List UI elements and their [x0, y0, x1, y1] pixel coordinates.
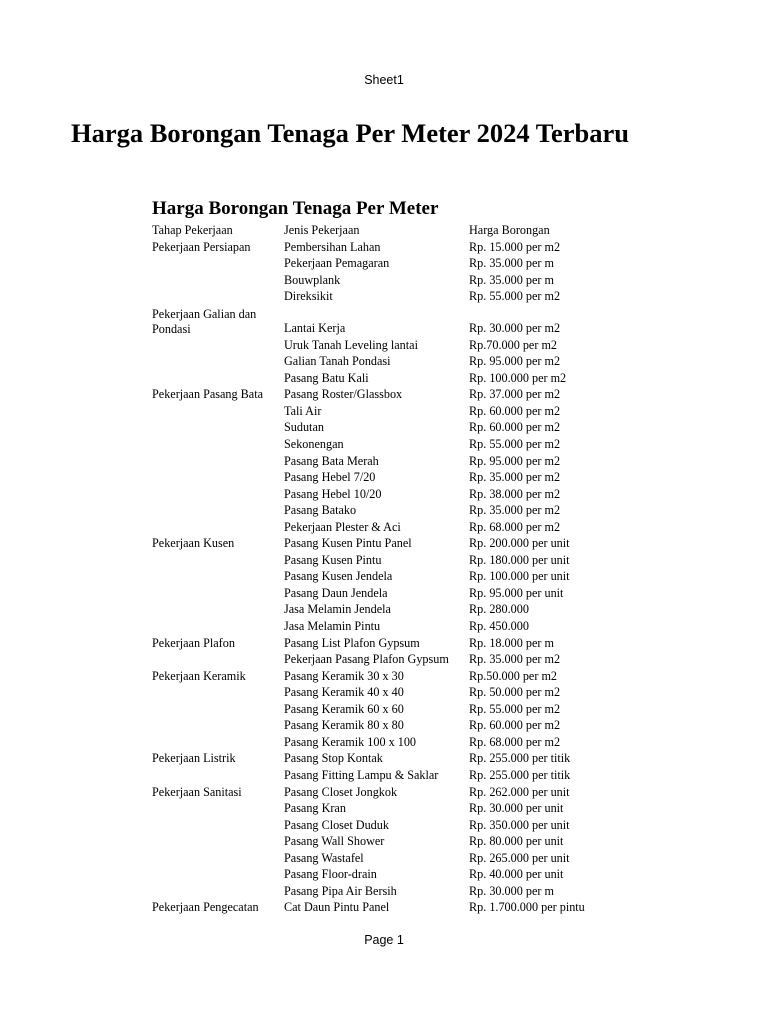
- cell-stage: [152, 353, 284, 370]
- table-row: [152, 305, 609, 337]
- cell-stage: [152, 519, 284, 536]
- table-row: [152, 255, 609, 272]
- cell-price: Rp. 200.000 per unit: [469, 536, 570, 551]
- column-header-job: Jenis Pekerjaan: [284, 223, 360, 237]
- table-row: [152, 883, 609, 900]
- cell-price: Rp. 35.000 per m2: [469, 470, 561, 485]
- table-row: [152, 337, 609, 354]
- cell-stage: [152, 734, 284, 751]
- table-row: [152, 817, 609, 834]
- cell-stage: [152, 833, 284, 850]
- cell-stage: [152, 255, 284, 272]
- table-body: [152, 239, 609, 916]
- cell-job: Pasang Wastafel: [284, 850, 364, 865]
- cell-stage: [152, 568, 284, 585]
- cell-stage: Pekerjaan Kusen: [152, 536, 235, 551]
- table-row: [152, 899, 609, 916]
- cell-job: Pekerjaan Plester & Aci: [284, 519, 401, 534]
- cell-stage: [152, 552, 284, 569]
- cell-job: Uruk Tanah Leveling lantai: [284, 337, 418, 352]
- table-row: [152, 568, 609, 585]
- cell-price: Rp. 262.000 per unit: [469, 784, 570, 799]
- cell-price: Rp. 255.000 per titik: [469, 767, 571, 782]
- table-row: [152, 701, 609, 718]
- cell-job: Bouwplank: [284, 272, 341, 287]
- cell-job: Pasang Keramik 30 x 30: [284, 668, 404, 683]
- table-row: [152, 288, 609, 305]
- cell-stage: [152, 701, 284, 718]
- cell-price: Rp. 1.700.000 per pintu: [469, 900, 585, 915]
- table-row: [152, 486, 609, 503]
- cell-price: Rp. 35.000 per m: [469, 272, 554, 287]
- cell-price: Rp. 30.000 per m: [469, 883, 554, 898]
- cell-job: Pembersihan Lahan: [284, 239, 381, 254]
- cell-job: Jasa Melamin Jendela: [284, 602, 391, 617]
- cell-stage: Pekerjaan Pengecatan: [152, 900, 259, 915]
- table-row: [152, 502, 609, 519]
- cell-job: Pasang Kran: [284, 801, 346, 816]
- table-row: [152, 419, 609, 436]
- table-row: [152, 535, 609, 552]
- cell-job: Pekerjaan Pemagaran: [284, 256, 390, 271]
- table-row: [152, 370, 609, 387]
- cell-price: Rp. 280.000: [469, 602, 529, 617]
- cell-price: Rp. 30.000 per unit: [469, 801, 564, 816]
- cell-stage: [152, 486, 284, 503]
- cell-job: Pasang Keramik 100 x 100: [284, 734, 417, 749]
- table-row: [152, 469, 609, 486]
- cell-stage: [152, 883, 284, 900]
- cell-job: Cat Daun Pintu Panel: [284, 900, 390, 915]
- cell-stage: [152, 717, 284, 734]
- cell-stage: [152, 453, 284, 470]
- cell-stage: Pekerjaan Sanitasi: [152, 784, 242, 799]
- cell-stage: [152, 817, 284, 834]
- table-row: [152, 668, 609, 685]
- table-row: [152, 833, 609, 850]
- cell-stage: [152, 419, 284, 436]
- cell-job: Pasang Keramik 40 x 40: [284, 685, 404, 700]
- cell-price: Rp. 68.000 per m2: [469, 519, 561, 534]
- table-row: [152, 386, 609, 403]
- cell-price: Rp. 95.000 per m2: [469, 354, 561, 369]
- cell-stage: [152, 767, 284, 784]
- cell-job: Sudutan: [284, 420, 324, 435]
- cell-stage-text: Pekerjaan Galian dan Pondasi: [152, 306, 257, 336]
- cell-price: Rp. 95.000 per unit: [469, 585, 564, 600]
- cell-job: Pasang Hebel 10/20: [284, 486, 382, 501]
- table-row: [152, 453, 609, 470]
- cell-stage: [152, 684, 284, 701]
- cell-stage: [152, 618, 284, 635]
- cell-job: Galian Tanah Pondasi: [284, 354, 391, 369]
- column-header-stage: Tahap Pekerjaan: [152, 223, 233, 237]
- cell-job: Pasang Daun Jendela: [284, 585, 388, 600]
- cell-price: Rp.70.000 per m2: [469, 337, 558, 352]
- table-row: [152, 272, 609, 289]
- table-row: [152, 585, 609, 602]
- cell-price: Rp. 255.000 per titik: [469, 751, 571, 766]
- cell-stage: [152, 370, 284, 387]
- cell-stage: [152, 288, 284, 305]
- cell-job: Pasang Fitting Lampu & Saklar: [284, 767, 439, 782]
- table-row: [152, 436, 609, 453]
- page-footer: Page 1: [364, 933, 404, 947]
- table-row: [152, 403, 609, 420]
- cell-stage: [152, 272, 284, 289]
- cell-price: Rp. 50.000 per m2: [469, 685, 561, 700]
- cell-price: Rp. 60.000 per m2: [469, 403, 561, 418]
- cell-job: Pasang Batu Kali: [284, 370, 369, 385]
- cell-stage: [152, 850, 284, 867]
- cell-job: Pasang Stop Kontak: [284, 751, 383, 766]
- table-row: [152, 784, 609, 801]
- cell-stage: [152, 866, 284, 883]
- cell-job: Lantai Kerja: [284, 321, 346, 336]
- cell-job: Pasang Closet Jongkok: [284, 784, 398, 799]
- cell-price: Rp. 350.000 per unit: [469, 817, 570, 832]
- cell-price: Rp. 35.000 per m: [469, 256, 554, 271]
- table-row: [152, 850, 609, 867]
- table-row: [152, 866, 609, 883]
- cell-job: Pasang Batako: [284, 503, 357, 518]
- cell-price: Rp. 60.000 per m2: [469, 420, 561, 435]
- table-row: [152, 601, 609, 618]
- cell-job: Tali Air: [284, 403, 322, 418]
- cell-job: Pasang Roster/Glassbox: [284, 387, 403, 402]
- cell-stage: [152, 305, 284, 337]
- cell-stage: [152, 800, 284, 817]
- cell-price: Rp.50.000 per m2: [469, 668, 558, 683]
- cell-price: Rp. 35.000 per m2: [469, 652, 561, 667]
- cell-stage: [152, 436, 284, 453]
- cell-job: Pasang Bata Merah: [284, 453, 379, 468]
- cell-price: Rp. 35.000 per m2: [469, 503, 561, 518]
- table-row: [152, 734, 609, 751]
- table-row: [152, 519, 609, 536]
- cell-job: Pasang Kusen Jendela: [284, 569, 393, 584]
- cell-price: Rp. 40.000 per unit: [469, 867, 564, 882]
- cell-price: Rp. 80.000 per unit: [469, 834, 564, 849]
- cell-stage: [152, 337, 284, 354]
- cell-job: Pasang Hebel 7/20: [284, 470, 376, 485]
- cell-stage: [152, 601, 284, 618]
- cell-price: Rp. 37.000 per m2: [469, 387, 561, 402]
- table-row: [152, 767, 609, 784]
- table-header-row: [152, 222, 609, 239]
- cell-job: Sekonengan: [284, 437, 344, 452]
- cell-price: Rp. 180.000 per unit: [469, 552, 570, 567]
- cell-stage: Pekerjaan Persiapan: [152, 239, 251, 254]
- cell-job: Direksikit: [284, 289, 333, 304]
- cell-price: Rp. 450.000: [469, 619, 529, 634]
- cell-price: Rp. 95.000 per m2: [469, 453, 561, 468]
- cell-stage: [152, 469, 284, 486]
- table-row: [152, 552, 609, 569]
- cell-price: Rp. 30.000 per m2: [469, 321, 561, 336]
- cell-price: Rp. 38.000 per m2: [469, 486, 561, 501]
- table-row: [152, 800, 609, 817]
- table-row: [152, 651, 609, 668]
- table-row: [152, 750, 609, 767]
- cell-stage: Pekerjaan Keramik: [152, 668, 246, 683]
- cell-stage: Pekerjaan Plafon: [152, 635, 235, 650]
- sheet-header: Sheet1: [364, 73, 404, 87]
- cell-price: Rp. 100.000 per m2: [469, 370, 567, 385]
- cell-job: Pasang Pipa Air Bersih: [284, 883, 397, 898]
- section-title: Harga Borongan Tenaga Per Meter: [152, 198, 439, 219]
- cell-price: Rp. 55.000 per m2: [469, 289, 561, 304]
- cell-job: Pasang Keramik 80 x 80: [284, 718, 404, 733]
- cell-job: Jasa Melamin Pintu: [284, 619, 381, 634]
- cell-stage: [152, 403, 284, 420]
- column-header-price: Harga Borongan: [469, 223, 550, 237]
- cell-job: Pasang Kusen Pintu: [284, 552, 382, 567]
- cell-price: Rp. 55.000 per m2: [469, 701, 561, 716]
- table-row: [152, 239, 609, 256]
- cell-job: Pasang Kusen Pintu Panel: [284, 536, 412, 551]
- cell-stage: [152, 651, 284, 668]
- cell-price: Rp. 55.000 per m2: [469, 437, 561, 452]
- cell-price: Rp. 68.000 per m2: [469, 734, 561, 749]
- price-table: [152, 222, 609, 916]
- cell-job: Pasang Floor-drain: [284, 867, 377, 882]
- cell-job: Pasang Closet Duduk: [284, 817, 389, 832]
- cell-price: Rp. 265.000 per unit: [469, 850, 570, 865]
- cell-stage: [152, 585, 284, 602]
- document-title: Harga Borongan Tenaga Per Meter 2024 Terbaru: [71, 118, 629, 148]
- cell-price: Rp. 15.000 per m2: [469, 239, 561, 254]
- table-row: [152, 635, 609, 652]
- table-row: [152, 353, 609, 370]
- cell-stage: [152, 502, 284, 519]
- cell-stage: Pekerjaan Pasang Bata: [152, 387, 264, 402]
- table-row: [152, 618, 609, 635]
- table-row: [152, 717, 609, 734]
- cell-job: Pekerjaan Pasang Plafon Gypsum: [284, 652, 449, 667]
- cell-job: Pasang Keramik 60 x 60: [284, 701, 404, 716]
- cell-job: Pasang List Plafon Gypsum: [284, 635, 420, 650]
- cell-price: Rp. 60.000 per m2: [469, 718, 561, 733]
- table-row: [152, 684, 609, 701]
- cell-stage: Pekerjaan Listrik: [152, 751, 236, 766]
- cell-price: Rp. 100.000 per unit: [469, 569, 570, 584]
- cell-price: Rp. 18.000 per m: [469, 635, 554, 650]
- cell-job: Pasang Wall Shower: [284, 834, 385, 849]
